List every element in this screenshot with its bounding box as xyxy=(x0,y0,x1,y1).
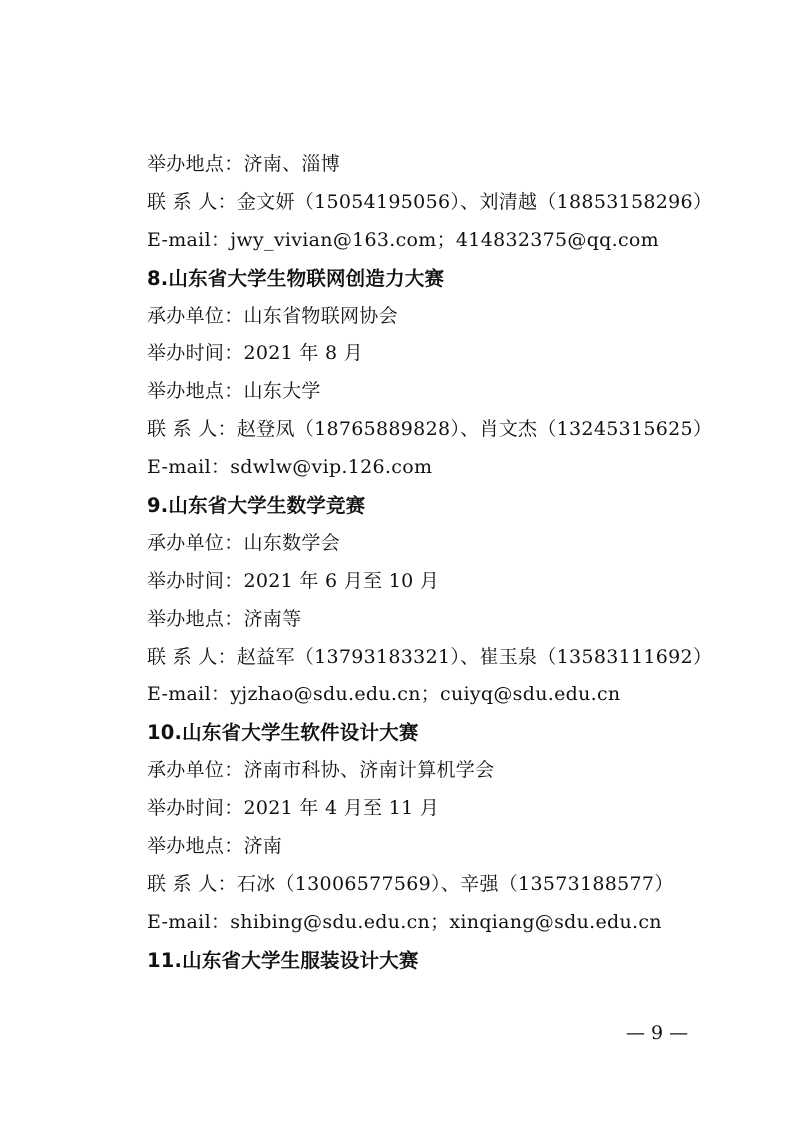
info-line: 联 系 人：赵登凤（18765889828）、肖文杰（13245315625） xyxy=(147,418,713,441)
section-heading: 10.山东省大学生软件设计大赛 xyxy=(147,721,419,745)
info-line: 举办时间：2021 年 4 月至 11 月 xyxy=(147,797,440,820)
info-line: E-mail：shibing@sdu.edu.cn；xinqiang@sdu.edu.cn xyxy=(147,910,662,933)
page-number: — 9 — xyxy=(626,1022,689,1044)
info-line: 举办地点：济南 xyxy=(147,835,283,858)
info-line: E-mail：sdwlw@vip.126.com xyxy=(147,456,433,479)
info-line: 举办时间：2021 年 8 月 xyxy=(147,342,364,365)
info-line: 承办单位：山东数学会 xyxy=(147,531,341,554)
info-line: 承办单位：山东省物联网协会 xyxy=(147,304,398,327)
info-line: 举办时间：2021 年 6 月至 10 月 xyxy=(147,569,440,592)
info-line: 举办地点：山东大学 xyxy=(147,380,321,403)
info-line: 举办地点：济南、淄博 xyxy=(147,153,341,175)
info-line: 联 系 人：石冰（13006577569）、辛强（13573188577） xyxy=(147,872,674,895)
section-heading: 11.山东省大学生服装设计大赛 xyxy=(147,948,419,972)
info-line: E-mail：jwy_vivian@163.com；414832375@qq.com xyxy=(147,228,659,251)
section-heading: 9.山东省大学生数学竞赛 xyxy=(147,494,366,518)
info-line: E-mail：yjzhao@sdu.edu.cn；cuiyq@sdu.edu.cn xyxy=(147,683,621,706)
document-body xyxy=(147,146,747,980)
info-line: 联 系 人：赵益军（13793183321）、崔玉泉（13583111692） xyxy=(147,645,713,668)
info-line: 联 系 人：金文妍（15054195056）、刘清越（18853158296） xyxy=(147,190,713,213)
info-line: 承办单位：济南市科协、济南计算机学会 xyxy=(147,759,495,782)
section-heading: 8.山东省大学生物联网创造力大赛 xyxy=(147,266,445,290)
info-line: 举办地点：济南等 xyxy=(147,607,302,630)
